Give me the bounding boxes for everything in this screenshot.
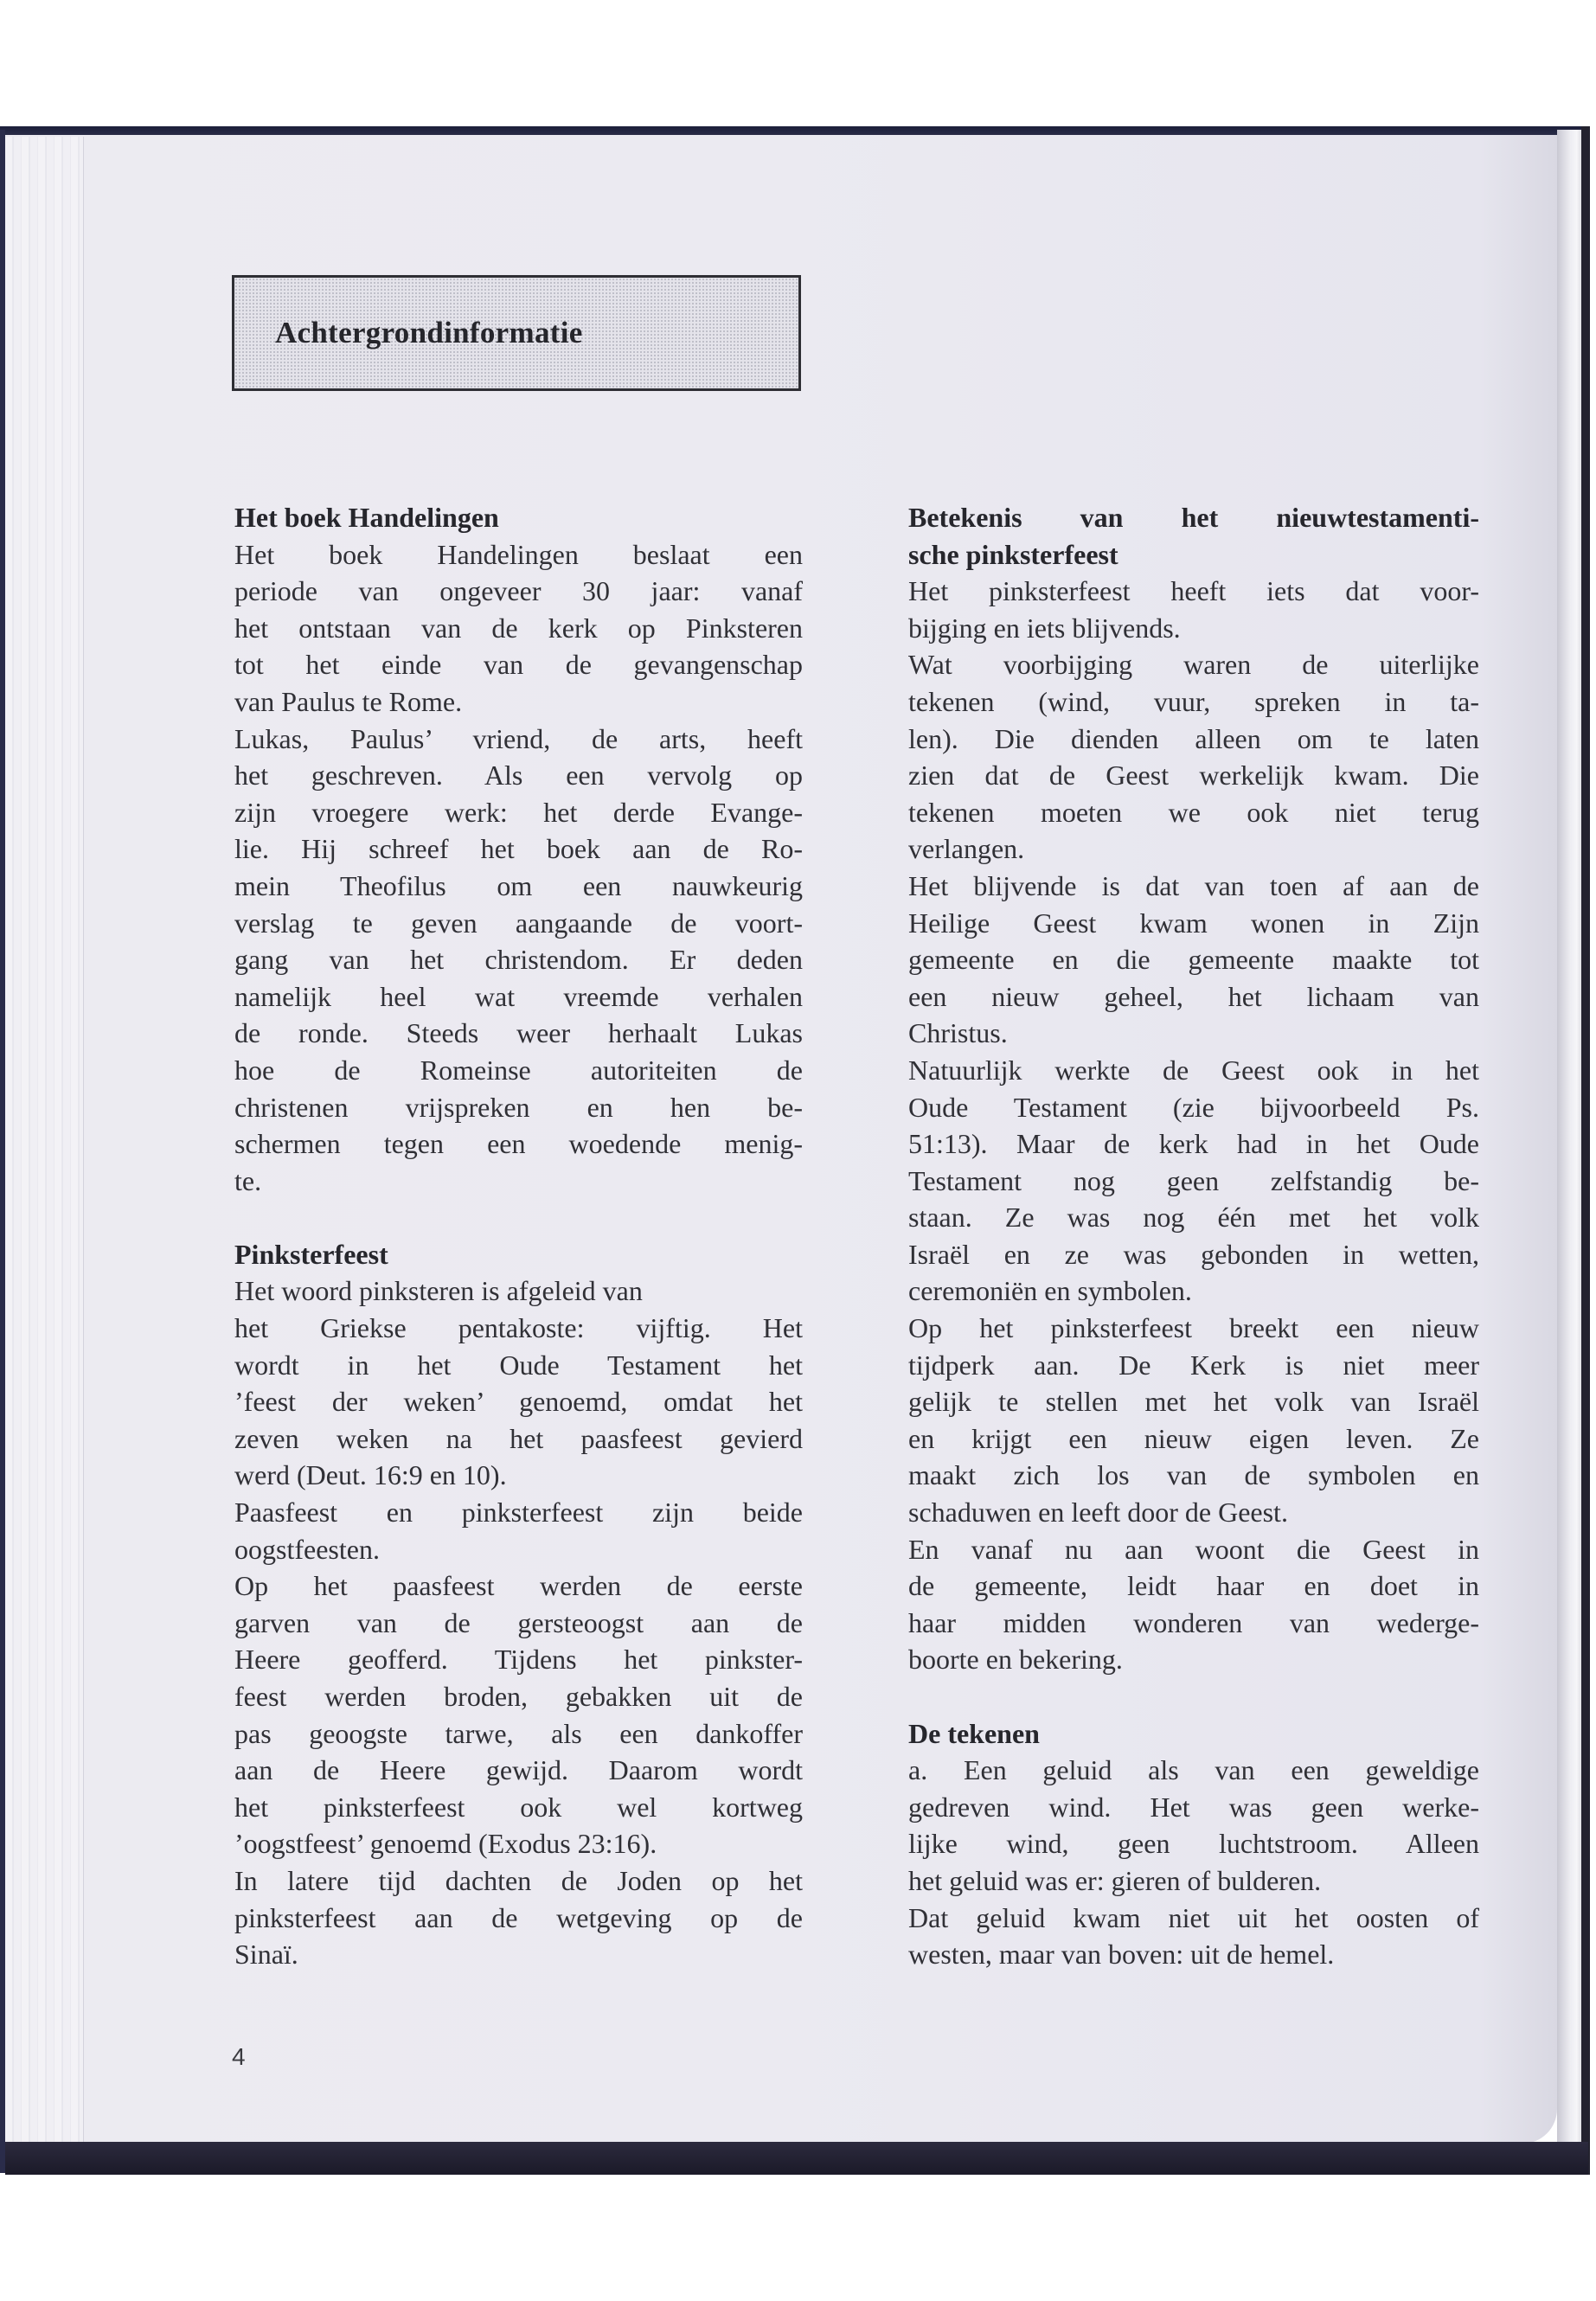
page-number: 4 xyxy=(232,2043,246,2070)
text-line: van Paulus te Rome. xyxy=(234,685,463,717)
text-line: tot het einde van de gevangenschap xyxy=(234,649,803,681)
text-line: Het boek Handelingen beslaat een xyxy=(234,538,803,570)
text-line: a. Een geluid als van een geweldige xyxy=(908,1754,1479,1786)
paragraph-gap xyxy=(908,1678,1479,1715)
text-line: ’feest der weken’ genoemd, omdat het xyxy=(234,1386,803,1418)
text-line: tijdperk aan. De Kerk is niet meer xyxy=(908,1349,1479,1381)
text-line: het geschreven. Als een vervolg op xyxy=(234,760,803,792)
text-line: pinksterfeest aan de wetgeving op de xyxy=(234,1901,803,1933)
text-line: Israël en ze was gebonden in wetten, xyxy=(908,1238,1479,1270)
text-line: Het pinksterfeest heeft iets dat voor- xyxy=(908,575,1479,607)
text-line: hoe de Romeinse autoriteiten de xyxy=(234,1054,803,1086)
text-line: In latere tijd dachten de Joden op het xyxy=(234,1864,803,1896)
text-line: het ontstaan van de kerk op Pinksteren xyxy=(234,612,803,644)
text-line: len). Die dienden alleen om te laten xyxy=(908,722,1479,754)
section-heading-line: sche pinksterfeest xyxy=(908,538,1118,570)
text-line: en krijgt een nieuw eigen leven. Ze xyxy=(908,1422,1479,1454)
text-line: 51:13). Maar de kerk had in het Oude xyxy=(908,1128,1479,1160)
text-line: de ronde. Steeds weer herhaalt Lukas xyxy=(234,1017,803,1049)
paragraph-gap xyxy=(234,1199,803,1236)
text-line: tekenen moeten we ook niet terug xyxy=(908,796,1479,828)
text-line: tekenen (wind, vuur, spreken in ta- xyxy=(908,685,1479,717)
text-line: Natuurlijk werkte de Geest ook in het xyxy=(908,1054,1479,1086)
text-line: periode van ongeveer 30 jaar: vanaf xyxy=(234,575,803,607)
text-line: maakt zich los van de symbolen en xyxy=(908,1459,1479,1491)
text-line: het Griekse pentakoste: vijftig. Het xyxy=(234,1312,803,1344)
text-line: lijke wind, geen luchtstroom. Alleen xyxy=(908,1828,1479,1860)
section-header-box xyxy=(232,275,801,391)
text-line: Heilige Geest kwam wonen in Zijn xyxy=(908,907,1479,939)
text-line: schermen tegen een woedende menig- xyxy=(234,1128,803,1160)
text-line: werd (Deut. 16:9 en 10). xyxy=(234,1459,507,1491)
text-line: Het woord pinksteren is afgeleid van xyxy=(234,1275,643,1307)
text-line: Op het pinksterfeest breekt een nieuw xyxy=(908,1312,1479,1344)
section-title: Achtergrondinformatie xyxy=(275,316,583,349)
text-line: westen, maar van boven: uit de hemel. xyxy=(908,1939,1335,1971)
text-line: Dat geluid kwam niet uit het oosten of xyxy=(908,1901,1479,1933)
text-line: Wat voorbijging waren de uiterlijke xyxy=(908,649,1479,681)
text-line: namelijk heel wat vreemde verhalen xyxy=(234,980,803,1012)
text-line: zijn vroegere werk: het derde Evange- xyxy=(234,796,803,828)
text-line: Sinaï. xyxy=(234,1939,298,1971)
text-line: haar midden wonderen van wederge- xyxy=(908,1606,1479,1638)
text-line: pas geoogste tarwe, als een dankoffer xyxy=(234,1717,803,1749)
text-line: schaduwen en leeft door de Geest. xyxy=(908,1497,1288,1529)
text-line: Paasfeest en pinksterfeest zijn beide xyxy=(234,1497,803,1529)
text-line: Heere geofferd. Tijdens het pinkster- xyxy=(234,1644,803,1676)
section-heading-line: Pinksterfeest xyxy=(234,1238,388,1270)
text-line: Testament nog geen zelfstandig be- xyxy=(908,1164,1479,1196)
book-cover-right-edge xyxy=(1581,126,1590,2175)
text-line: wordt in het Oude Testament het xyxy=(234,1349,803,1381)
text-line: aan de Heere gewijd. Daarom wordt xyxy=(234,1754,803,1786)
right-text-column xyxy=(908,499,1479,1973)
left-text-column xyxy=(234,499,803,1973)
text-line: garven van de gersteoogst aan de xyxy=(234,1606,803,1638)
page-stack-edge xyxy=(5,137,84,2142)
section-heading-line: Betekenis van het nieuwtestamenti- xyxy=(908,502,1479,533)
text-line: boorte en bekering. xyxy=(908,1644,1123,1676)
section-heading-line: De tekenen xyxy=(908,1717,1040,1749)
text-line: mein Theofilus om een nauwkeurig xyxy=(234,869,803,901)
text-line: verlangen. xyxy=(908,833,1025,865)
text-line: Lukas, Paulus’ vriend, de arts, heeft xyxy=(234,722,803,754)
text-line: bijging en iets blijvends. xyxy=(908,612,1181,644)
text-line: gedreven wind. Het was geen werke- xyxy=(908,1791,1479,1823)
text-line: Op het paasfeest werden de eerste xyxy=(234,1570,803,1602)
text-line: zien dat de Geest werkelijk kwam. Die xyxy=(908,760,1479,792)
text-line: ’oogstfeest’ genoemd (Exodus 23:16). xyxy=(234,1828,657,1860)
text-line: Christus. xyxy=(908,1017,1008,1049)
text-line: ceremoniën en symbolen. xyxy=(908,1275,1192,1307)
text-line: het geluid was er: gieren of bulderen. xyxy=(908,1864,1322,1896)
text-line: de gemeente, leidt haar en doet in xyxy=(908,1570,1479,1602)
book-cover-bottom-edge xyxy=(5,2142,1588,2175)
section-heading-line: Het boek Handelingen xyxy=(234,502,499,533)
text-line: gemeente en die gemeente maakte tot xyxy=(908,944,1479,976)
text-line: oogstfeesten. xyxy=(234,1533,380,1565)
text-line: te. xyxy=(234,1164,262,1196)
text-line: christenen vrijspreken en hen be- xyxy=(234,1091,803,1123)
text-line: lie. Hij schreef het boek aan de Ro- xyxy=(234,833,803,865)
text-line: staan. Ze was nog één met het volk xyxy=(908,1202,1479,1234)
text-line: zeven weken na het paasfeest gevierd xyxy=(234,1422,803,1454)
text-line: gang van het christendom. Er deden xyxy=(234,944,803,976)
text-line: Het blijvende is dat van toen af aan de xyxy=(908,869,1479,901)
text-line: En vanaf nu aan woont die Geest in xyxy=(908,1533,1479,1565)
text-line: het pinksterfeest ook wel kortweg xyxy=(234,1791,803,1823)
text-line: feest werden broden, gebakken uit de xyxy=(234,1681,803,1712)
text-line: gelijk te stellen met het volk van Israël xyxy=(908,1386,1479,1418)
text-line: verslag te geven aangaande de voort- xyxy=(234,907,803,939)
text-line: Oude Testament (zie bijvoorbeeld Ps. xyxy=(908,1091,1479,1123)
text-line: een nieuw geheel, het lichaam van xyxy=(908,980,1479,1012)
